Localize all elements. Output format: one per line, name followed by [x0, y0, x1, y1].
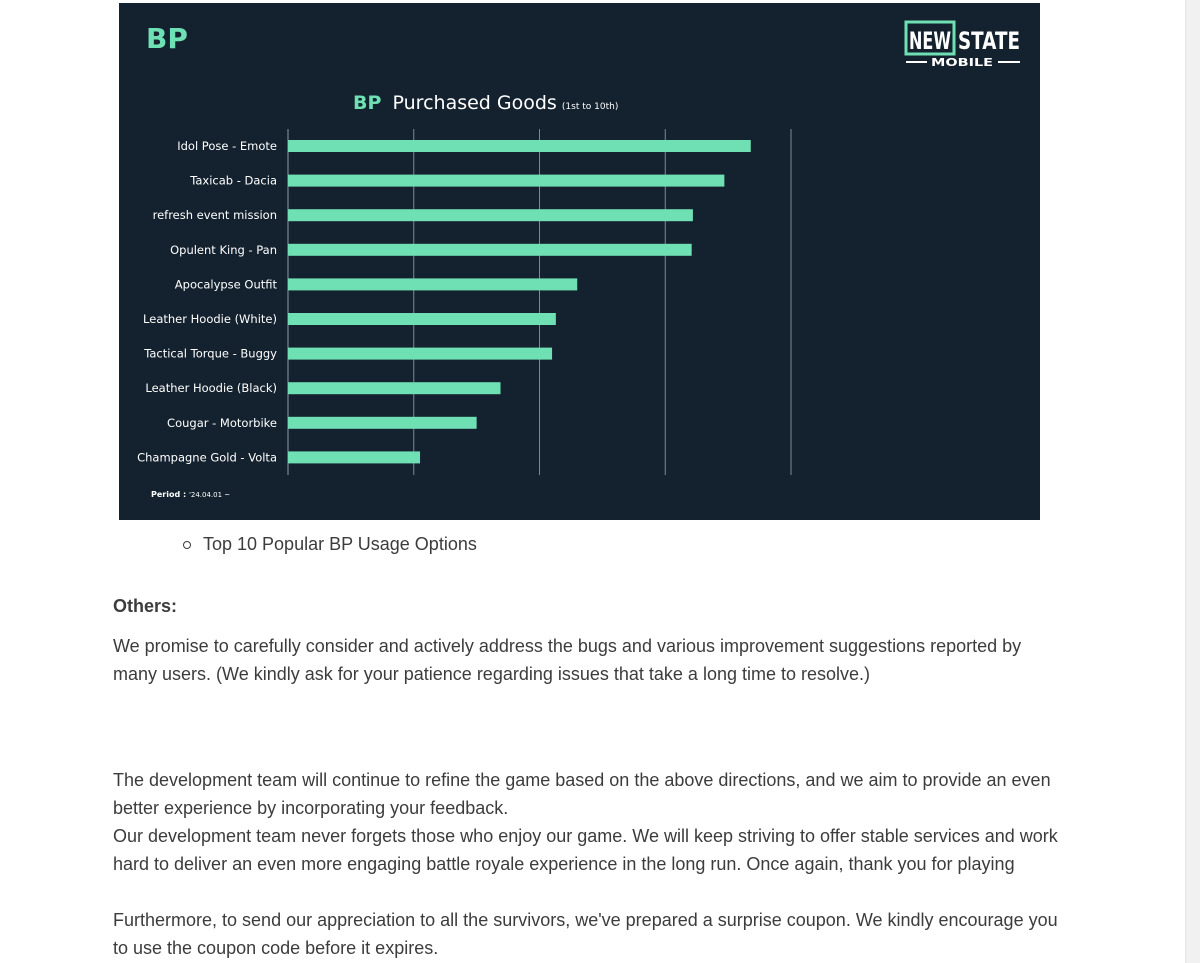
- scrollbar[interactable]: [1185, 0, 1200, 963]
- chart-title-suffix: (1st to 10th): [561, 102, 619, 112]
- circle-bullet-icon: [183, 541, 191, 549]
- chart-title-main: Purchased Goods: [392, 92, 557, 114]
- chart-title-accent: BP: [353, 92, 382, 114]
- label-layer: [137, 139, 277, 464]
- paragraph-coupon: Furthermore, to send our appreciation to all the survivors, we've prepared a surprise coupon. We kindly encourage you to use the coupon code before it expires.: [113, 910, 1058, 958]
- bar: [288, 140, 751, 152]
- category-label: Leather Hoodie (White): [143, 312, 277, 326]
- category-label: Cougar - Motorbike: [167, 415, 277, 430]
- category-label: Idol Pose - Emote: [177, 139, 277, 153]
- logo-mobile-text: MOBILE: [931, 56, 993, 69]
- bar: [288, 417, 477, 429]
- period-note: [151, 490, 230, 499]
- period-value: '24.04.01 ~: [188, 491, 231, 499]
- paragraph-bug-promise: We promise to carefully consider and actively address the bugs and various improvement suggestions reported by many users. (We kindly ask for your patience regarding issues that take a long time to resolve.): [113, 636, 1022, 684]
- bar: [288, 313, 556, 325]
- category-label: Apocalypse Outfit: [174, 277, 277, 292]
- paragraph-team-thanks: Our development team never forgets those who enjoy our game. We will keep striving to offer stable services and work hard to deliver an even more engaging battle royale experience in the long run. Once again, thank you for playing: [113, 826, 1058, 874]
- bar-layer: [288, 140, 751, 463]
- newstate-mobile-logo: [906, 22, 1020, 69]
- bar: [288, 382, 501, 394]
- chart-caption: Top 10 Popular BP Usage Options: [203, 534, 477, 554]
- bar: [288, 278, 577, 290]
- category-label: Leather Hoodie (Black): [145, 381, 277, 396]
- bp-purchased-goods-chart: [119, 3, 1040, 520]
- paragraph-refine-game: The development team will continue to refine the game based on the above directions, and we aim to provide an even better experience by incorporating your feedback.: [113, 770, 1051, 818]
- chart-corner-label: BP: [146, 22, 188, 55]
- chart-title: [353, 92, 618, 114]
- category-label: Opulent King - Pan: [170, 242, 277, 257]
- caption-list: [183, 534, 477, 555]
- category-label: Tactical Torque - Buggy: [144, 346, 277, 361]
- bar: [288, 244, 692, 256]
- period-label: Period :: [151, 490, 189, 499]
- bar: [288, 175, 724, 187]
- others-heading: Others:: [113, 596, 178, 616]
- category-label: Champagne Gold - Volta: [137, 450, 277, 465]
- category-label: refresh event mission: [152, 208, 277, 223]
- bar: [288, 451, 420, 463]
- logo-state-text: STATE: [958, 27, 1020, 55]
- bar: [288, 348, 552, 360]
- chart-svg: [119, 3, 1040, 520]
- category-label: Taxicab - Dacia: [190, 173, 277, 188]
- logo-new-text: NEW: [909, 27, 951, 55]
- caption-list-item: [183, 534, 477, 555]
- bar: [288, 209, 693, 221]
